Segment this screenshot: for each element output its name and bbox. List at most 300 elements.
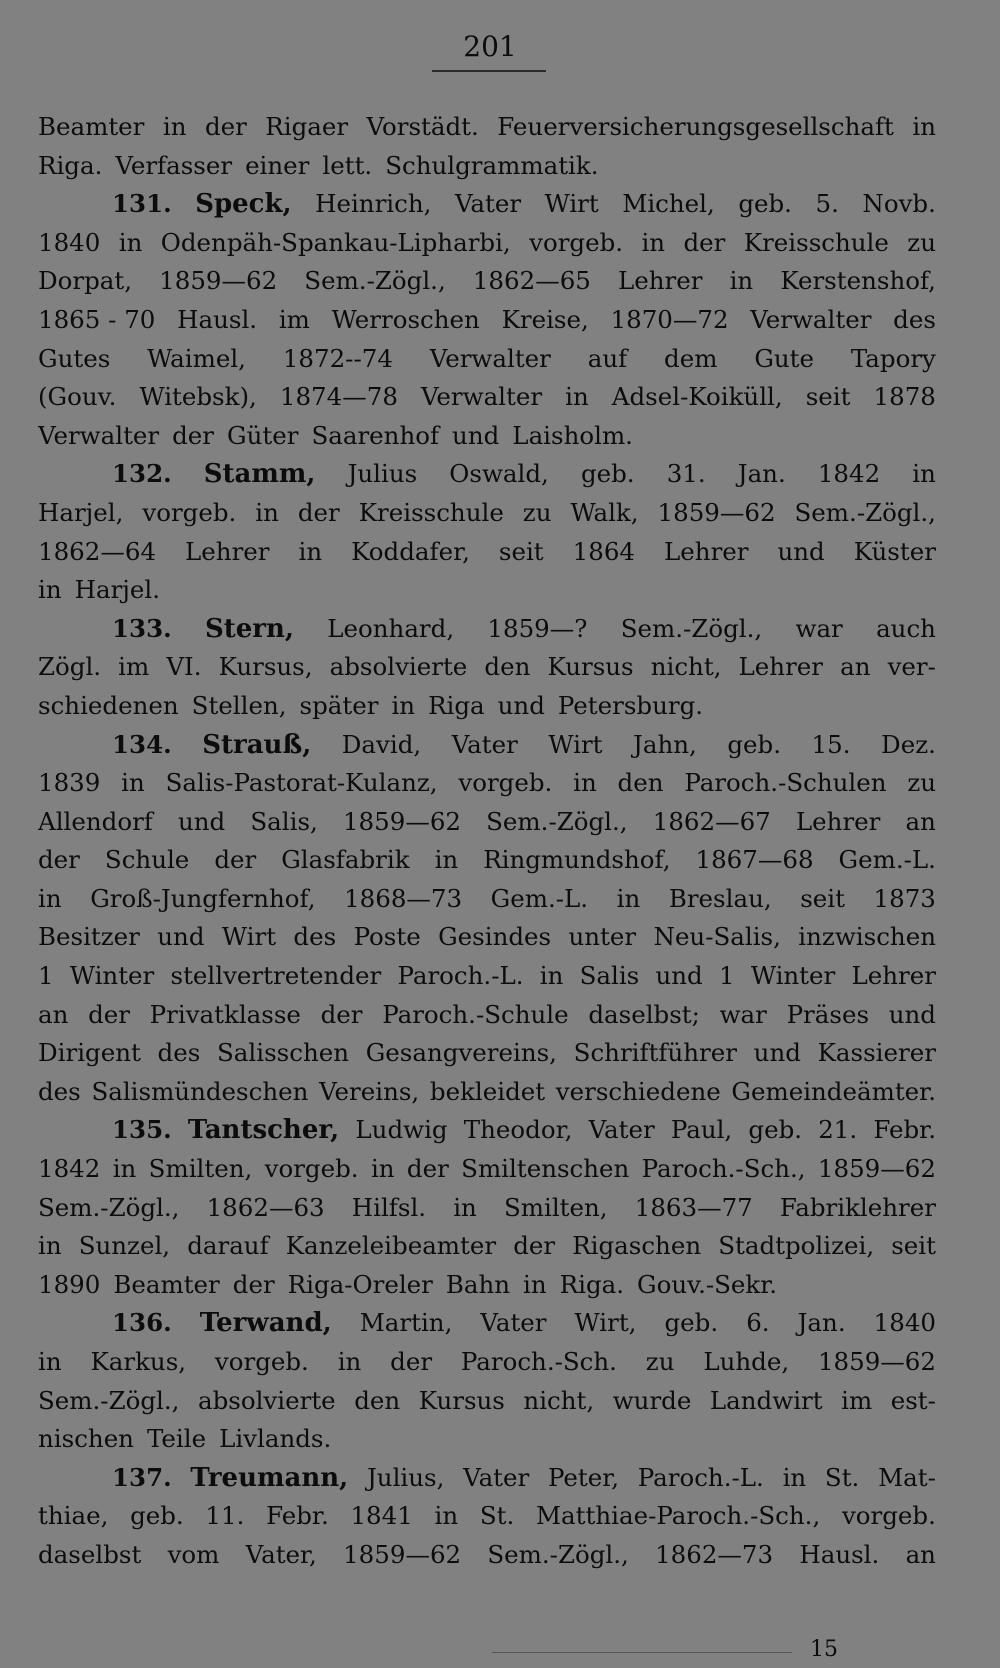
word: Paroch.-Schulen <box>684 768 887 798</box>
word: und <box>497 690 545 720</box>
word: 1 <box>38 961 54 991</box>
word: Vater <box>454 189 522 219</box>
word: den <box>617 768 664 798</box>
word: Julius <box>347 459 418 489</box>
word: in <box>370 1154 395 1184</box>
word: Sem.-Zögl., <box>794 497 936 527</box>
word: Livlands. <box>219 1424 332 1454</box>
word: Lehrer <box>185 536 270 566</box>
word: Walk, <box>570 497 639 527</box>
word: Sem.-Zögl., <box>486 806 628 836</box>
word: Präses <box>786 999 870 1029</box>
word: 1859—? <box>487 613 588 643</box>
word: Kreisschule <box>358 497 504 527</box>
word: in <box>337 1347 362 1376</box>
word: in <box>38 575 62 605</box>
word: vom <box>167 1539 220 1569</box>
entry-surname: Stamm, <box>203 459 316 490</box>
word: 1 <box>718 961 735 991</box>
word: Hausl. <box>177 304 258 334</box>
word: Kursus <box>418 1385 505 1415</box>
entry-number: 137. <box>112 1462 172 1492</box>
text-line <box>38 841 936 880</box>
word: geb. <box>727 729 782 759</box>
word: Wirt <box>544 189 599 219</box>
word: VI. <box>166 652 202 682</box>
word: Besitzer <box>38 922 140 952</box>
text-line <box>38 1034 936 1073</box>
text-line <box>38 224 936 263</box>
word: Landwirt <box>709 1385 823 1415</box>
word: Allendorf <box>38 806 153 836</box>
word: Smilten, <box>503 1192 608 1222</box>
word: in <box>162 112 187 141</box>
word: Winter <box>750 961 836 991</box>
word: Lehrer <box>617 266 703 296</box>
word: daselbst; <box>588 999 700 1029</box>
word: 1862—67 <box>652 806 771 836</box>
word: 1839 <box>38 768 101 798</box>
word: Julius, <box>366 1462 445 1492</box>
word: Verwalter <box>38 420 160 450</box>
word: Schule <box>104 845 190 875</box>
word: Witebsk), <box>139 382 257 412</box>
word: Theodor, <box>463 1115 573 1145</box>
word: Fabriklehrer <box>779 1192 936 1222</box>
word: in <box>729 266 754 296</box>
word: 1864 <box>572 536 636 566</box>
word: Matthiae-Paroch.-Sch., <box>535 1501 821 1531</box>
word: Ludwig <box>355 1115 448 1145</box>
word: vorgeb. <box>214 1347 309 1376</box>
word: Jan. <box>797 1308 846 1338</box>
word: und <box>753 1038 801 1068</box>
word: Schulgrammatik. <box>385 150 599 180</box>
word: darauf <box>187 1231 269 1261</box>
word: Wirt, <box>574 1308 637 1338</box>
word: absolvierte <box>197 1385 336 1415</box>
word: seit <box>891 1231 936 1261</box>
word: Güter <box>227 420 299 450</box>
word: in <box>391 690 416 720</box>
word: zu <box>522 497 552 527</box>
word: Rigaschen <box>572 1231 702 1261</box>
word: Kursus, <box>218 652 313 682</box>
word: Gem.-L. <box>490 883 589 913</box>
text-line <box>38 1189 936 1228</box>
word: Febr. <box>266 1501 329 1531</box>
entry-surname: Tantscher, <box>187 1115 340 1146</box>
footer-rule <box>492 1652 792 1653</box>
text-line <box>38 610 936 649</box>
word: dem <box>664 343 718 373</box>
word: Smilten, <box>148 1154 253 1184</box>
word: 1865 - 70 <box>38 304 156 334</box>
word: 31. <box>666 459 706 489</box>
word: Smiltenschen <box>461 1154 630 1184</box>
word: Privatklasse <box>149 999 301 1029</box>
word: seit <box>800 883 845 913</box>
word: Odenpäh-Spankau-Lipharbi, <box>160 227 511 257</box>
word: lett. <box>322 150 373 180</box>
word: Ringmundshof, <box>483 845 671 875</box>
word: Wirt <box>221 922 277 952</box>
word: des <box>157 1038 201 1068</box>
word: Vater <box>588 1115 655 1145</box>
word: des <box>893 304 936 334</box>
word: Sem.-Zögl., <box>487 1539 629 1569</box>
text-body <box>38 108 936 1575</box>
text-line <box>38 880 936 919</box>
word: 21. <box>818 1115 858 1145</box>
word: Waimel, <box>147 343 246 373</box>
word: Jahn, <box>633 729 697 759</box>
text-line <box>38 918 936 957</box>
word: in <box>112 1154 137 1184</box>
word: in <box>255 497 279 527</box>
word: Lehrer <box>738 652 824 682</box>
word: 1859—62 <box>817 1347 936 1376</box>
word: Lehrer <box>851 961 936 991</box>
word: Gem.-L. <box>838 845 936 875</box>
text-line <box>38 533 936 572</box>
word: der <box>214 845 257 875</box>
word: Harjel, <box>38 497 124 527</box>
signature-mark: 15 <box>810 1637 838 1662</box>
entry-number: 134. <box>112 729 172 759</box>
word: wurde <box>612 1385 692 1415</box>
word: Gesangvereins, <box>365 1038 557 1068</box>
text-line <box>38 803 936 842</box>
word: thiae, <box>38 1501 109 1531</box>
word: Sem.-Zögl., <box>38 1192 180 1222</box>
word: Wirt <box>548 729 603 759</box>
text-line <box>38 571 936 610</box>
word: Glasfabrik <box>281 845 410 875</box>
word: Martin, <box>359 1308 453 1338</box>
word: 1878 <box>873 382 936 412</box>
word: Vorstädt. <box>366 112 479 141</box>
word: Paroch.-Sch., <box>641 1154 806 1184</box>
word: des <box>293 922 337 952</box>
word: 1863—77 <box>634 1192 753 1222</box>
word: und <box>178 806 226 836</box>
text-line <box>38 1382 936 1421</box>
word: geb. <box>664 1308 719 1338</box>
word: Vater <box>463 1462 530 1492</box>
word: nischen <box>38 1424 134 1454</box>
word: in <box>453 1192 477 1222</box>
word: Riga-Oreler <box>287 1269 433 1299</box>
word: Kursus <box>547 652 634 682</box>
word: Verwalter <box>750 304 872 334</box>
word: Feuerversicherungsgesellschaft <box>497 112 894 141</box>
word: Vereins, <box>319 1076 420 1106</box>
text-line <box>38 147 936 186</box>
word: 1862—73 <box>655 1539 774 1569</box>
word: der <box>232 1269 275 1299</box>
word: und <box>655 961 703 991</box>
word: in <box>38 883 62 913</box>
word: Mat- <box>878 1462 936 1492</box>
word: Neu-Salis, <box>653 922 781 952</box>
word: in <box>539 961 564 991</box>
word: 1859—62 <box>657 497 776 527</box>
word: Peter, <box>547 1462 620 1492</box>
word: stellvertretender <box>170 961 382 991</box>
word: zu <box>907 768 936 798</box>
word: Hilfsl. <box>351 1192 427 1222</box>
word: 1859—62 <box>342 806 461 836</box>
entry-surname: Terwand, <box>199 1308 332 1339</box>
word: der <box>38 845 80 875</box>
word: Küster <box>853 536 936 566</box>
word: Kreisschule <box>743 227 889 257</box>
word: Gouv.-Sekr. <box>637 1269 778 1299</box>
word: später <box>299 690 379 720</box>
word: Novb. <box>862 189 936 219</box>
word: Kanzeleibeamter <box>285 1231 497 1261</box>
word: den <box>354 1385 401 1415</box>
text-line <box>38 764 936 803</box>
word: in <box>912 459 936 489</box>
word: 1870—72 <box>610 304 729 334</box>
word: Riga. <box>559 1269 625 1299</box>
word: Saarenhof <box>311 420 440 450</box>
text-line <box>38 1304 936 1343</box>
word: Riga. <box>38 150 103 180</box>
word: in <box>912 112 936 141</box>
word: Beamter <box>38 112 145 141</box>
word: 15. <box>811 729 851 759</box>
word: Verwalter <box>420 382 543 412</box>
word: Lehrer <box>664 536 749 566</box>
word: der <box>406 1154 449 1184</box>
word: schiedenen <box>38 690 179 720</box>
text-line <box>38 301 936 340</box>
word: Laisholm. <box>512 420 633 450</box>
word: 1868—73 <box>344 883 463 913</box>
header-rule <box>432 70 546 72</box>
word: inzwischen <box>798 922 936 952</box>
word: Sem.-Zögl., <box>620 613 763 643</box>
word: 1842 <box>38 1154 101 1184</box>
word: der <box>297 497 340 527</box>
word: Stellen, <box>191 690 287 720</box>
word: geb. <box>748 1115 803 1145</box>
word: Zögl. <box>38 652 102 682</box>
word: und <box>157 922 205 952</box>
word: zu <box>645 1347 675 1376</box>
word: verschiedene <box>555 1076 721 1106</box>
word: vorgeb. <box>529 227 624 257</box>
word: Paroch.-L. <box>637 1462 764 1492</box>
text-line <box>38 417 936 456</box>
word: 1841 <box>350 1501 413 1531</box>
word: in <box>641 227 666 257</box>
word: Schriftführer <box>573 1038 737 1068</box>
entry-number: 136. <box>112 1308 172 1338</box>
word: St. <box>479 1501 515 1531</box>
word: vorgeb. <box>264 1154 359 1184</box>
word: Gutes <box>38 343 111 373</box>
word: 1840 <box>38 227 101 257</box>
word: der <box>204 112 247 141</box>
word: unter <box>568 922 637 952</box>
word: Heinrich, <box>315 189 432 219</box>
word: 1862—63 <box>206 1192 325 1222</box>
word: an <box>905 1539 936 1569</box>
word: auch <box>876 613 936 643</box>
word: Karkus, <box>90 1347 187 1376</box>
word: 1859—62 <box>343 1539 462 1569</box>
word: Werroschen <box>331 304 480 334</box>
entry-surname: Stern, <box>204 613 294 644</box>
text-line <box>38 1073 936 1112</box>
word: Jan. <box>737 459 786 489</box>
word: auf <box>587 343 628 373</box>
word: Vater, <box>245 1539 317 1569</box>
word: Petersburg. <box>557 690 704 720</box>
text-line <box>38 108 936 147</box>
word: Gesindes <box>438 922 552 952</box>
word: im <box>841 1385 873 1415</box>
word: 1862—64 <box>38 536 157 566</box>
text-line <box>38 1459 936 1498</box>
word: in <box>38 1231 62 1261</box>
word: Adsel-Koiküll, <box>611 382 783 412</box>
word: Paroch.-L. <box>397 961 524 991</box>
text-line <box>38 378 936 417</box>
word: in <box>38 1347 62 1376</box>
word: Luhde, <box>703 1347 790 1376</box>
word: in <box>616 883 641 913</box>
word: geb. <box>130 1501 184 1531</box>
word: Kassierer <box>817 1038 936 1068</box>
word: im <box>118 652 150 682</box>
word: nicht, <box>650 652 722 682</box>
word: Lehrer <box>795 806 881 836</box>
word: Hausl. <box>799 1539 880 1569</box>
word: in <box>121 768 145 798</box>
word: Poste <box>353 922 421 952</box>
word: 5. <box>815 189 839 219</box>
entry-number: 135. <box>112 1115 172 1145</box>
text-line <box>38 687 936 726</box>
word: 1840 <box>873 1308 936 1338</box>
word: David, <box>341 729 422 759</box>
word: Paul, <box>670 1115 733 1145</box>
word: in <box>523 1269 547 1299</box>
text-line <box>38 1420 936 1459</box>
word: Febr. <box>873 1115 936 1145</box>
text-line <box>38 340 936 379</box>
word: seit <box>805 382 851 412</box>
word: Salis-Pastorat-Kulanz, <box>165 768 438 798</box>
word: in <box>565 382 589 412</box>
word: der <box>683 227 726 257</box>
word: einer <box>245 150 310 180</box>
word: Breslau, <box>668 883 772 913</box>
word: Oswald, <box>449 459 549 489</box>
text-line <box>38 1111 936 1150</box>
text-line <box>38 1536 936 1575</box>
text-line <box>38 1150 936 1189</box>
word: Groß-Jungfernhof, <box>90 883 316 913</box>
text-line <box>38 1343 936 1382</box>
word: der <box>320 999 363 1029</box>
word: geb. <box>580 459 635 489</box>
word: Koddafer, <box>351 536 470 566</box>
word: an <box>38 999 69 1029</box>
word: Vater <box>451 729 518 759</box>
word: Rigaer <box>265 112 349 141</box>
word: Beamter <box>113 1269 220 1299</box>
word: 11. <box>205 1501 245 1531</box>
word: in <box>434 1501 459 1531</box>
word: Sem.-Zögl., <box>38 1385 180 1415</box>
word: Bahn <box>445 1269 511 1299</box>
word: Riga <box>428 690 485 720</box>
word: 1862—65 <box>472 266 591 296</box>
text-line <box>38 494 936 533</box>
word: geb. <box>738 189 792 219</box>
text-line <box>38 1266 936 1305</box>
word: der <box>88 999 130 1029</box>
word: in <box>434 845 459 875</box>
word: an <box>905 806 936 836</box>
word: des <box>38 1076 81 1106</box>
text-line <box>38 996 936 1035</box>
word: absolvierte <box>329 652 468 682</box>
word: in <box>782 1462 807 1492</box>
word: war <box>719 999 767 1029</box>
word: im <box>278 304 310 334</box>
word: Verfasser <box>115 150 233 180</box>
text-line <box>38 1497 936 1536</box>
word: Salisschen <box>217 1038 350 1068</box>
word: war <box>795 613 843 643</box>
word: 1874—78 <box>279 382 398 412</box>
word: in <box>118 227 143 257</box>
word: Salis <box>579 961 640 991</box>
word: und <box>888 999 936 1029</box>
word: 1867—68 <box>695 845 814 875</box>
word: Michel, <box>622 189 715 219</box>
word: der <box>172 420 215 450</box>
word: daselbst <box>38 1539 142 1569</box>
word: der <box>390 1347 433 1376</box>
word: Winter <box>69 961 155 991</box>
word: der <box>513 1231 556 1261</box>
word: 6. <box>746 1308 770 1338</box>
word: Dorpat, <box>38 266 133 296</box>
text-line <box>38 957 936 996</box>
word: ver- <box>887 652 936 682</box>
word: Sem.-Zögl., <box>304 266 446 296</box>
word: Leonhard, <box>327 613 455 643</box>
word: Verwalter <box>429 343 551 373</box>
word: vorgeb. <box>841 1501 936 1531</box>
word: und <box>777 536 825 566</box>
word: zu <box>907 227 936 257</box>
word: Kerstenshof, <box>780 266 936 296</box>
word: seit <box>498 536 544 566</box>
word: Gute <box>754 343 815 373</box>
word: Paroch.-Sch. <box>460 1347 617 1376</box>
text-line <box>38 1227 936 1266</box>
text-line <box>38 648 936 687</box>
